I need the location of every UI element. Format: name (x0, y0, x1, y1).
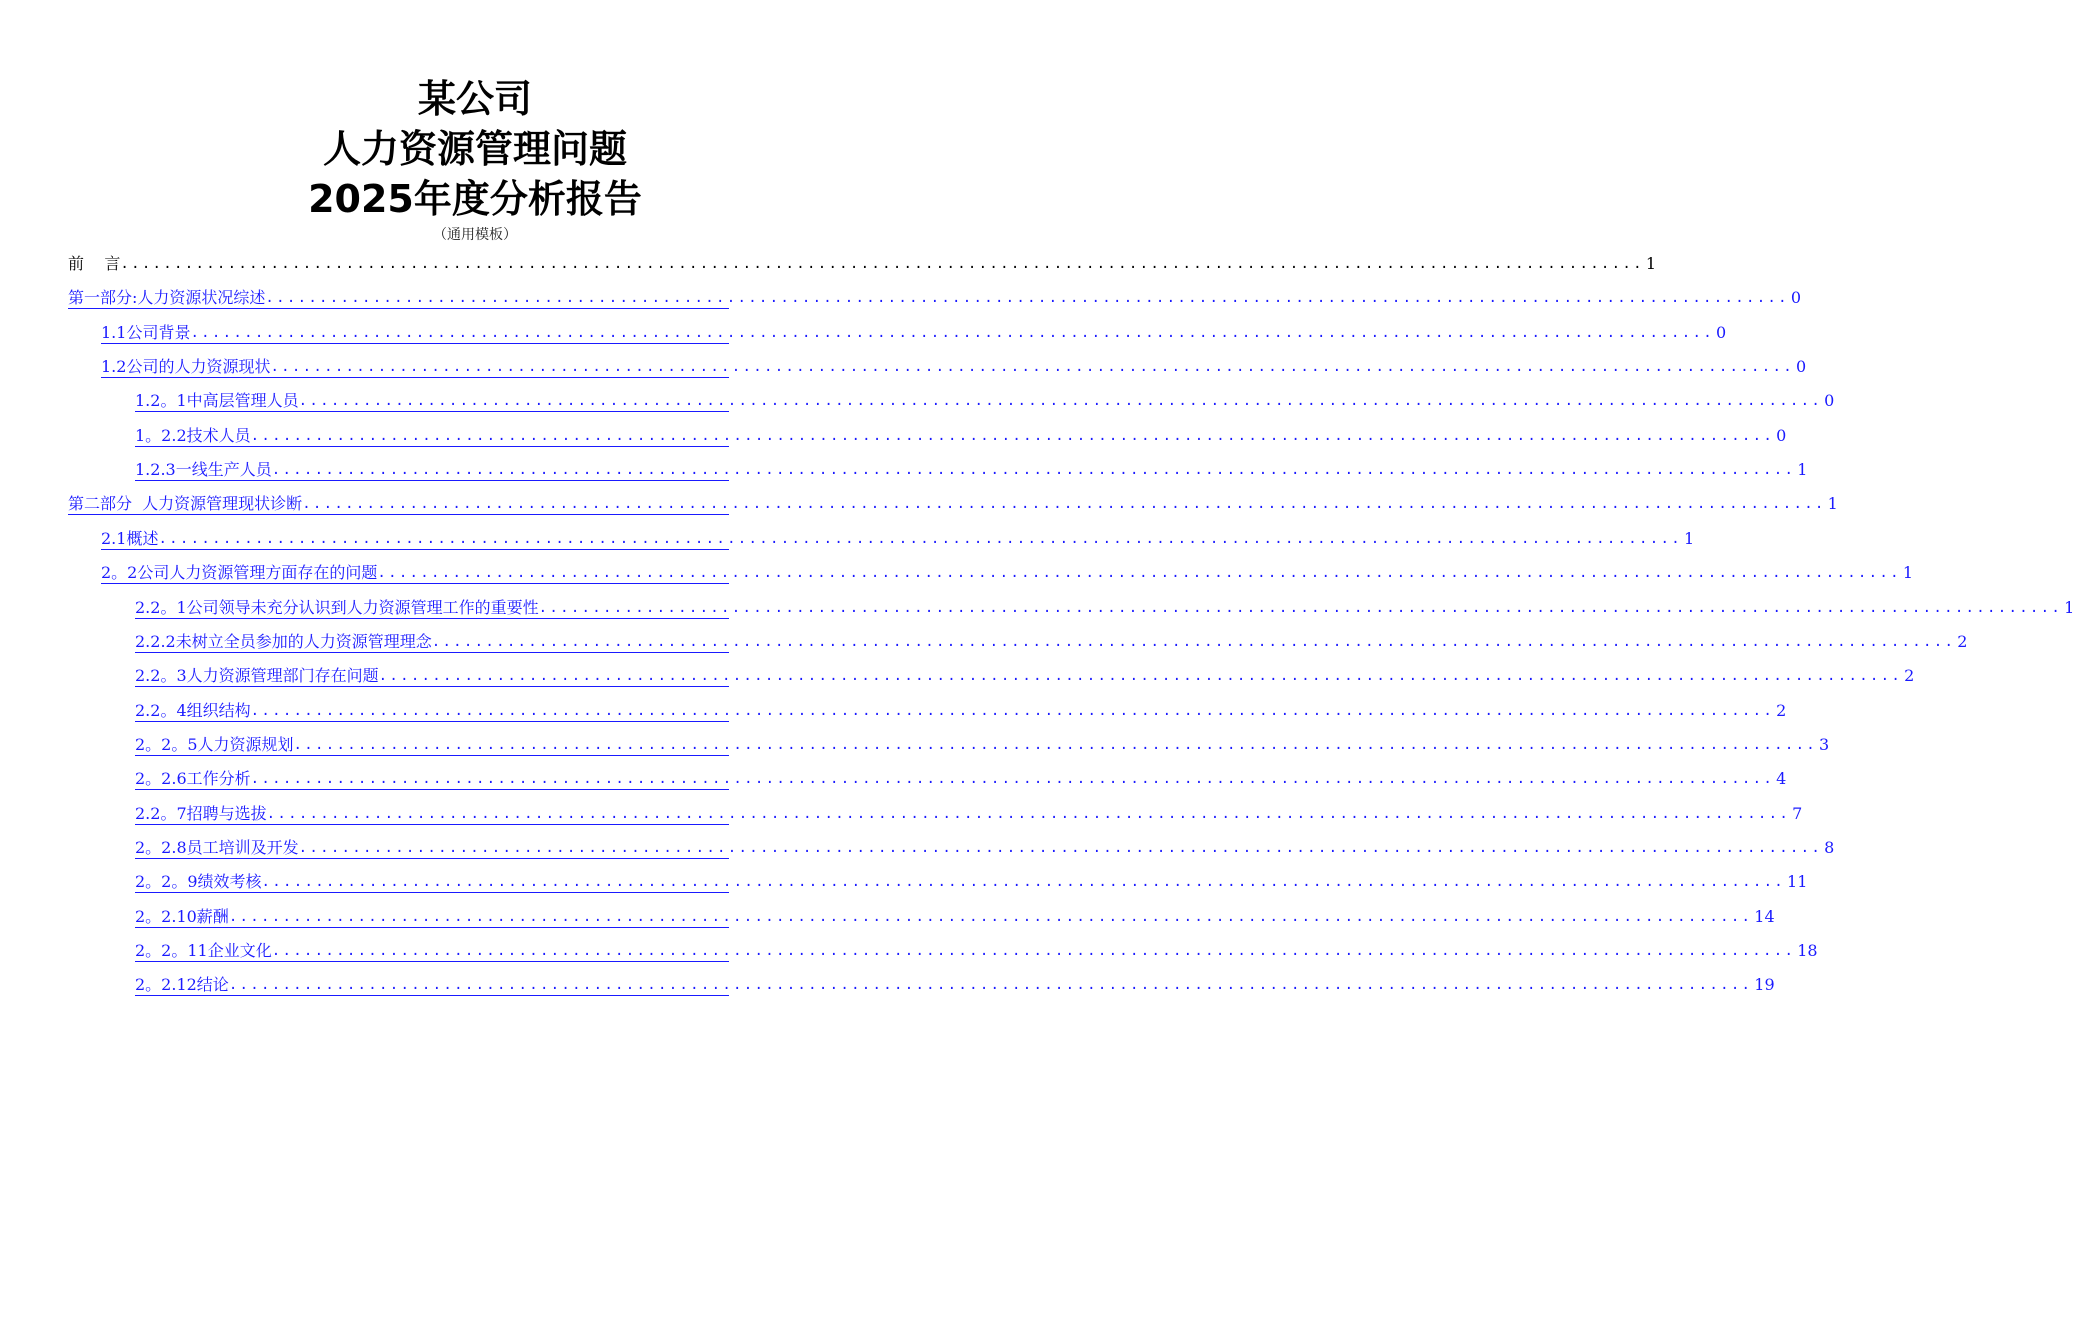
toc-entry-label: 2。2公司人力资源管理方面存在的问题 (101, 563, 378, 583)
toc-entry-page-number: 11 (1787, 872, 1808, 892)
toc-dot-leader: .............................................................................................................................................. (431, 633, 1956, 650)
toc-entry-label: 2。2.6工作分析 (135, 769, 251, 789)
toc-entry-label: 1.1公司背景 (101, 322, 191, 342)
toc-entry-page-number: 4 (1776, 769, 1787, 789)
toc-dot-leader: .............................................................................................................................................. (250, 427, 1775, 444)
toc-entry[interactable] (135, 937, 1818, 962)
toc-entry[interactable] (135, 971, 1775, 996)
toc-entry-page-number: 14 (1754, 906, 1775, 926)
toc-entry[interactable] (101, 319, 1727, 344)
toc-dot-leader: .............................................................................................................................................. (266, 805, 1791, 822)
toc-entry-label: 2.2。3人力资源管理部门存在问题 (135, 666, 379, 686)
toc-entry[interactable] (135, 662, 1915, 687)
toc-dot-leader: .............................................................................................................................................. (158, 530, 1682, 547)
toc-entry-label: 1.2。1中高层管理人员 (135, 391, 299, 411)
toc-entry-label: 1.2.3一线生产人员 (135, 460, 272, 480)
title-report: 2025年度分析报告 (308, 177, 642, 221)
toc-dot-leader: .............................................................................................................................................. (250, 771, 1775, 788)
toc-entry[interactable] (101, 353, 1807, 378)
toc-entry-page-number: 2 (1904, 666, 1915, 686)
toc-entry[interactable] (135, 800, 1803, 825)
toc-entry-label: 2。2。11企业文化 (135, 941, 272, 960)
toc-entry-page-number: 7 (1792, 803, 1803, 823)
toc-entry[interactable] (135, 731, 1830, 756)
toc-entry-label: 2。2.10薪酬 (135, 906, 229, 926)
toc-entry-page-number: 0 (1824, 391, 1835, 411)
toc-entry-page-number: 3 (1819, 734, 1830, 754)
toc-entry-label: 2.2。4组织结构 (135, 700, 251, 720)
toc-entry-page-number: 8 (1824, 837, 1835, 857)
toc-dot-leader: .............................................................................................................................................. (378, 668, 1903, 685)
toc-entry-label: 2.2。1公司领导未充分认识到人力资源管理工作的重要性 (135, 597, 539, 617)
toc-entry-label: 2。2。9绩效考核 (135, 872, 262, 892)
toc-dot-leader: .............................................................................................................................................. (271, 462, 1796, 479)
toc-entry[interactable] (135, 868, 1808, 893)
toc-dot-leader: .............................................................................................................................................. (538, 599, 2063, 616)
title-company: 某公司 (417, 77, 532, 121)
toc-dot-leader: .............................................................................................................................................. (298, 393, 1823, 410)
toc-entry-label: 2。2.12结论 (135, 975, 229, 995)
toc-entry (68, 250, 1657, 274)
toc-entry-page-number: 0 (1790, 288, 1802, 308)
toc-entry-page-number: 18 (1797, 941, 1818, 960)
toc-entry-page-number: 2 (1776, 700, 1787, 720)
title-topic: 人力资源管理问题 (322, 127, 627, 171)
toc-entry[interactable] (135, 387, 1835, 412)
toc-entry-page-number: 1 (2064, 597, 2074, 617)
toc-dot-leader: .............................................................................................................................................. (250, 702, 1775, 719)
toc-entry[interactable] (135, 834, 1835, 859)
toc-dot-leader: .............................................................................................................................................. (377, 565, 1901, 582)
toc-entry[interactable] (135, 594, 2074, 619)
toc-entry-label: 2.2。7招聘与选拔 (135, 803, 267, 823)
toc-dot-leader: .............................................................................................................................................. (190, 324, 1714, 341)
toc-dot-leader: .............................................................................................................................................. (271, 943, 1796, 959)
toc-dot-leader: .............................................................................................................................................. (261, 874, 1786, 891)
toc-entry-page-number: 1 (1902, 563, 1914, 583)
toc-entry-page-number: 1 (1797, 460, 1808, 480)
toc-dot-leader: .............................................................................................................................................. (298, 839, 1823, 856)
toc-entry-label: 2。2.8员工培训及开发 (135, 837, 299, 857)
toc-entry-label: 第二部分 人力资源管理现状诊断 (68, 494, 303, 514)
toc-entry[interactable] (68, 284, 1802, 309)
toc-entry-page-number: 1 (1683, 528, 1695, 548)
subtitle-template: （通用模板） (433, 227, 517, 243)
toc-entry[interactable] (135, 628, 1968, 653)
toc-dot-leader: .............................................................................................................................................. (293, 736, 1818, 753)
toc-dot-leader: .............................................................................................................................................. (228, 977, 1753, 994)
toc-dot-leader: .............................................................................................................................................. (265, 290, 1789, 307)
toc-entry-page-number: 1 (1827, 494, 1838, 514)
toc-entry-page-number: 19 (1754, 975, 1775, 995)
toc-entry-label: 1。2.2技术人员 (135, 425, 251, 445)
toc-dot-leader: .............................................................................................................................................. (228, 908, 1753, 925)
toc-dot-leader: .............................................................................................................................................. (270, 359, 1794, 376)
toc-entry-label: 第一部分:人力资源状况综述 (68, 288, 266, 308)
toc-entry-label: 2.1概述 (101, 528, 159, 548)
toc-entry[interactable] (135, 456, 1808, 481)
toc-entry-page-number: 1 (1645, 254, 1657, 273)
toc-entry-page-number: 2 (1957, 631, 1968, 651)
toc-entry-label: 2.2.2未树立全员参加的人力资源管理理念 (135, 631, 432, 651)
toc-entry-label: 前 言 (68, 254, 121, 273)
toc-entry-page-number: 0 (1715, 322, 1727, 342)
toc-entry-label: 1.2公司的人力资源现状 (101, 357, 271, 377)
toc-entry[interactable] (135, 765, 1787, 790)
toc-entry[interactable] (101, 559, 1914, 584)
toc-dot-leader: .............................................................................................................................................. (120, 256, 1644, 272)
toc-entry[interactable] (68, 490, 1838, 515)
toc-entry[interactable] (135, 903, 1775, 928)
toc-entry[interactable] (135, 422, 1787, 447)
toc-entry-page-number: 0 (1795, 357, 1807, 377)
toc-dot-leader: .............................................................................................................................................. (302, 496, 1826, 513)
toc-entry-page-number: 0 (1776, 425, 1787, 445)
title-block (0, 74, 950, 244)
toc-entry[interactable] (101, 525, 1695, 550)
toc-entry-label: 2。2。5人力资源规划 (135, 734, 294, 754)
toc-entry[interactable] (135, 697, 1787, 722)
